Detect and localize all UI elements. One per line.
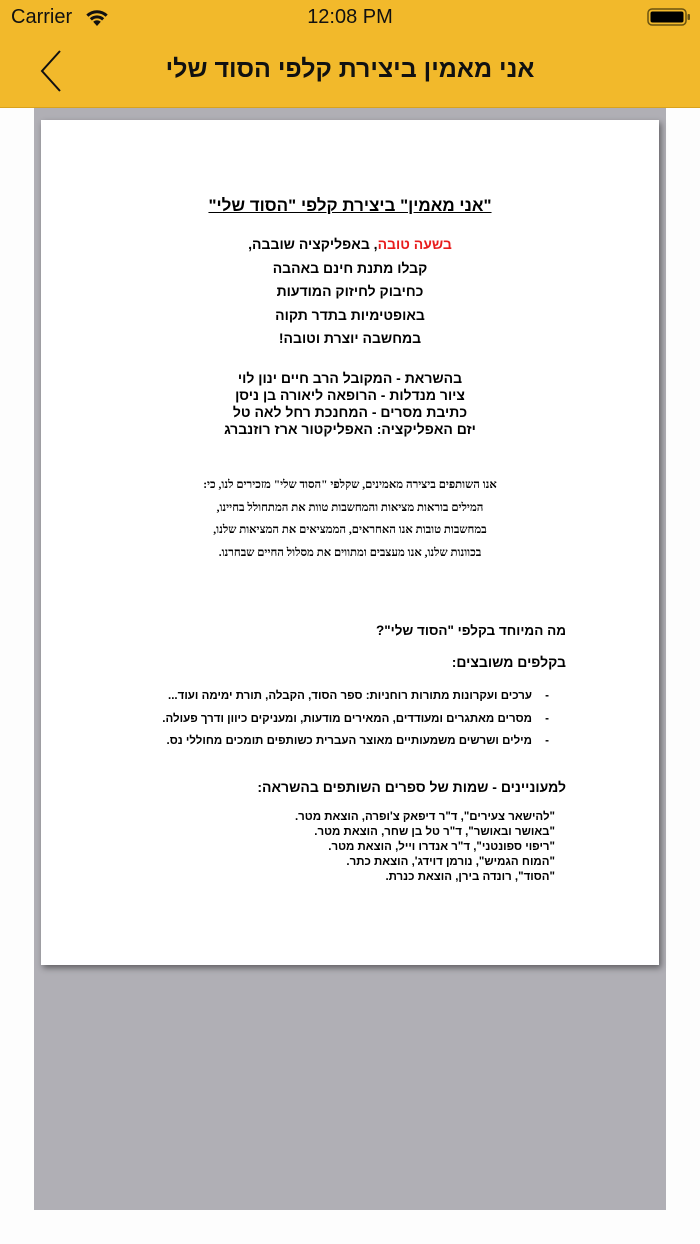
blessing-poem	[41, 233, 659, 351]
navigation-bar	[0, 36, 700, 108]
credit-line: בהשראת - המקובל הרב חיים ינון לוי	[237, 370, 463, 386]
list-item: - מילים ושרשים משמעותיים מאוצר העברית כשותפים תומכים מחוללי נס.	[162, 730, 549, 753]
carrier-label: Carrier	[11, 6, 73, 28]
book-item: "באושר ובאושר", ד"ר טל בן שחר, הוצאת מטר.	[314, 826, 555, 838]
top-bar	[0, 0, 700, 108]
book-item: "ריפוי ספונטני", ד"ר אנדרו וייל, הוצאת מטר.	[328, 841, 555, 853]
features-list	[162, 685, 549, 753]
pdf-viewer[interactable]	[34, 108, 666, 1210]
book-item: "המוח הגמיש", נורמן דוידג', הוצאת כתר.	[346, 856, 555, 868]
list-item: - ערכים ועקרונות מתורות רוחניות: ספר הסוד, הקבלה, תורת ימימה ועוד...	[162, 685, 549, 708]
blessing-highlight: בשעה טובה	[377, 236, 452, 252]
books-list	[295, 810, 555, 885]
embedded-heading: בקלפים משובצים:	[451, 654, 566, 670]
credits-block	[41, 370, 659, 438]
book-item: "הסוד", רונדה בירן, הוצאת כנרת.	[385, 871, 555, 883]
document-title: "אני מאמין" ביצירת קלפי "הסוד שלי"	[208, 196, 492, 215]
credit-line: ציור מנדלות - הרופאה ליאורה בן ניסן	[235, 387, 465, 403]
blessing-line: באופטימיות בתדר תקוה	[275, 306, 425, 323]
back-button[interactable]	[32, 48, 72, 94]
page-title: אני מאמין ביצירת קלפי הסוד שלי	[165, 55, 535, 83]
chevron-left-icon	[32, 48, 72, 94]
blessing-line: במחשבה יוצרת וטובה!	[278, 330, 422, 346]
list-item: - מסרים מאתגרים ומעודדים, המאירים מודעות, ומעניקים כיוון ודרך פעולה.	[162, 708, 549, 731]
status-bar	[0, 0, 700, 36]
special-question-heading: מה המיוחד בקלפי "הסוד שלי"?	[375, 623, 566, 638]
document-page	[41, 120, 659, 965]
book-item: "להישאר צעירים", ד"ר דיפאק צ'ופרה, הוצאת מטר.	[294, 811, 555, 823]
intro-line: אנו השותפים ביצירה מאמינים, שקלפי "הסוד שלי" מזכירים לנו, כי:	[203, 479, 497, 491]
intro-line: במחשבות טובות אנו האחראים, הממציאים את המציאות שלנו,	[213, 524, 487, 536]
credit-line: כתיבת מסרים - המחנכת רחל לאה טל	[232, 404, 468, 420]
battery-full-icon	[647, 8, 691, 26]
intro-line: בכוונות שלנו, אנו מעצבים ומתווים את מסלול החיים שבחרנו.	[218, 546, 482, 559]
blessing-line: בשעה טובה, באפליקציה שובבה,	[248, 236, 452, 252]
credit-line: יזם האפליקציה: האפליקטור ארז רוזנברג	[224, 421, 476, 437]
intro-paragraph	[41, 474, 659, 564]
blessing-line: כחיבוק לחיזוק המודעות	[276, 283, 424, 299]
books-heading: למעוניינים - שמות של ספרים השותפים בהשראה:	[257, 779, 566, 795]
intro-line: המילים בוראות מציאות והמחשבות טוות את המתחולל בחיינו,	[216, 501, 484, 514]
clock: 12:08 PM	[307, 6, 393, 28]
blessing-line: קבלו מתנת חינם באהבה	[272, 259, 428, 276]
